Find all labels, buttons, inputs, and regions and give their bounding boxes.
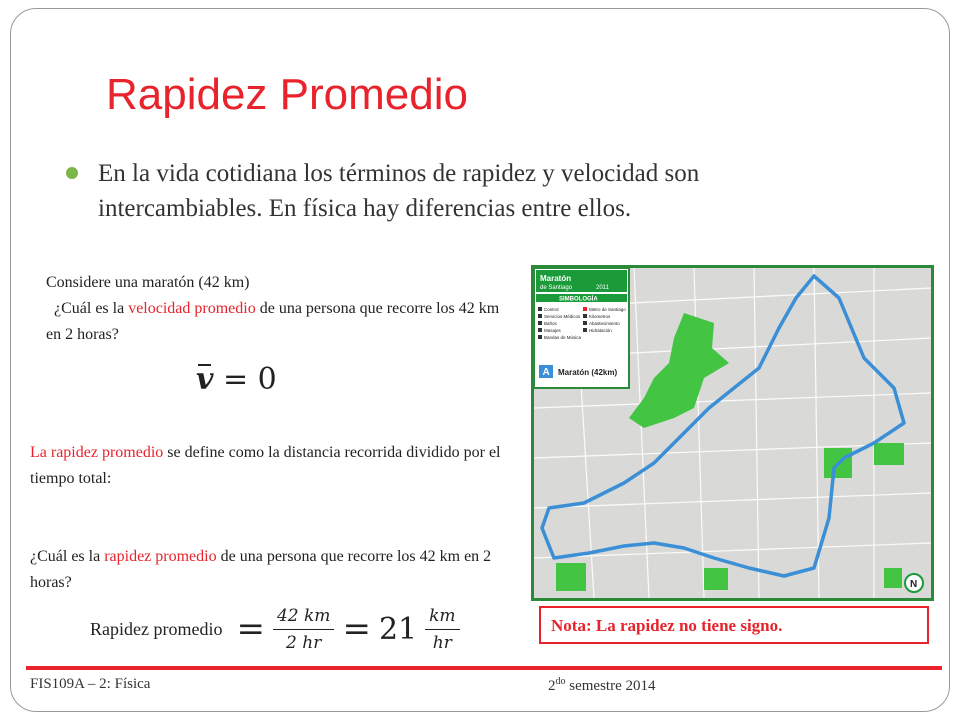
legend-item-control: Control <box>544 307 559 312</box>
note-box: Nota: La rapidez no tiene signo. <box>539 606 929 644</box>
velocity-equation <box>196 362 277 397</box>
footer-semester-number: 2 <box>548 678 556 694</box>
intro-bullet <box>68 156 768 226</box>
velocity-equation-rhs: = 0 <box>222 362 277 397</box>
equals-sign-2: = <box>342 609 371 649</box>
legend-item-toilets: Baños <box>544 321 557 326</box>
route-label: Maratón (42km) <box>558 368 618 377</box>
unit-denominator: hr <box>432 632 452 653</box>
speed-formula <box>90 596 460 662</box>
map-logo-year: 2011 <box>596 285 609 291</box>
legend-title: SIMBOLOGÍA <box>559 296 598 303</box>
legend-item-medical: Servicios Médicos <box>544 314 581 319</box>
legend-item-supply: Abastecimiento <box>589 321 620 326</box>
map-logo-line1: Maratón <box>540 274 572 283</box>
definition-text <box>30 440 510 492</box>
legend-item-metro: Metro de Santiago <box>589 307 626 312</box>
equals-sign-1: = <box>236 609 265 649</box>
velocity-symbol: v <box>196 362 214 397</box>
footer-semester <box>548 676 655 695</box>
definition-highlight: La rapidez promedio <box>30 444 164 461</box>
legend-item-km: Kilometros <box>589 314 611 319</box>
route-letter: A <box>542 367 550 378</box>
question-speed-post: de una persona que recorre los 42 km en 2 horas? <box>30 548 492 591</box>
footer-semester-text: semestre 2014 <box>565 678 656 694</box>
speed-highlight: rapidez promedio <box>104 548 217 565</box>
footer-course: FIS109A – 2: Física <box>30 676 151 692</box>
marathon-map-svg <box>534 268 931 598</box>
formula-result: 21 <box>378 611 418 647</box>
question-speed <box>30 544 520 596</box>
marathon-map <box>531 265 934 601</box>
formula-label: Rapidez promedio <box>90 618 223 639</box>
velocity-highlight: velocidad promedio <box>128 300 256 317</box>
definition-post: se define como la distancia recorrida dividido por el tiempo total: <box>30 444 501 487</box>
intro-bullet-text: En la vida cotidiana los términos de rapidez y velocidad son intercambiables. En física hay diferencias entre ellos. <box>98 160 700 222</box>
footer-divider <box>26 666 942 670</box>
legend-item-hydration: Hidratación <box>589 328 612 333</box>
fraction-numerator: 42 km <box>273 606 334 630</box>
question-velocity-line1: Considere una maratón (42 km) <box>46 274 250 291</box>
distance-time-fraction <box>273 606 334 653</box>
fraction-denominator: 2 hr <box>286 632 322 653</box>
bullet-dot-icon <box>66 167 78 179</box>
question-speed-pre: ¿Cuál es la <box>30 548 105 565</box>
question-velocity-post: de una persona que recorre los 42 km en 2 horas? <box>46 300 500 343</box>
unit-fraction <box>425 606 459 653</box>
map-logo-line2: de Santiago <box>540 285 573 291</box>
question-velocity-pre: ¿Cuál es la <box>54 300 129 317</box>
unit-numerator: km <box>425 606 459 630</box>
legend-item-music: Bandas de Música <box>544 335 582 340</box>
slide-title: Rapidez Promedio <box>106 70 468 119</box>
footer-semester-suffix: do <box>555 676 566 687</box>
north-label: N <box>910 579 918 590</box>
question-velocity <box>46 270 516 348</box>
legend-item-massage: Masajes <box>544 328 561 333</box>
